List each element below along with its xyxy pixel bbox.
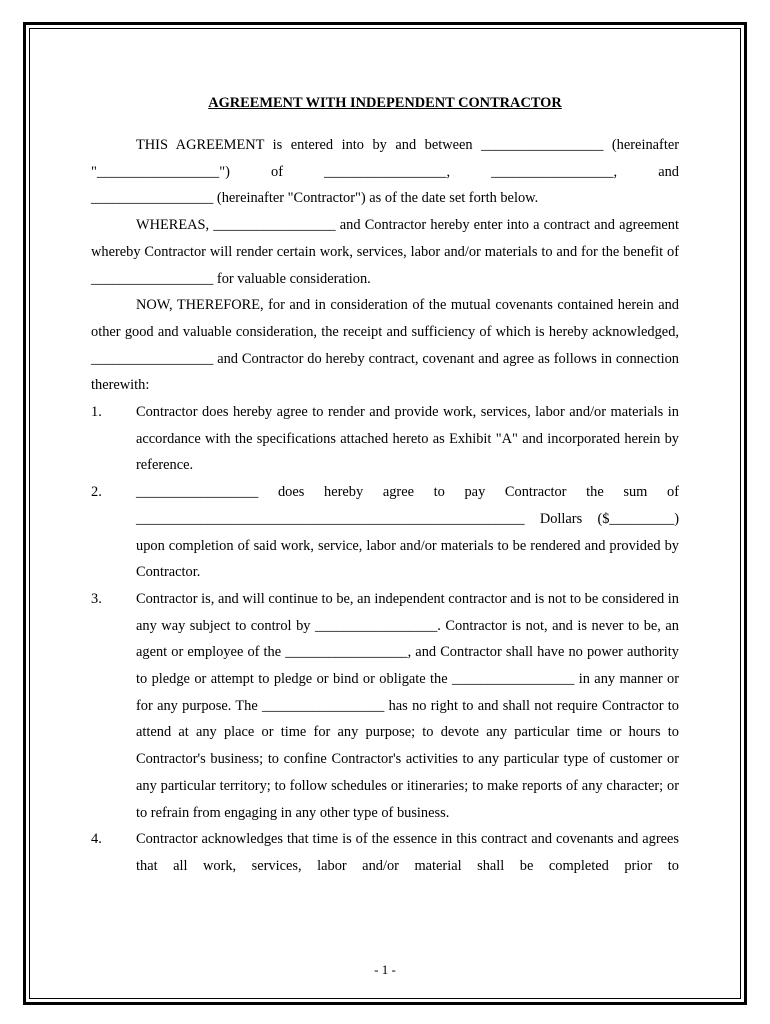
clause-number: 2. <box>91 484 102 501</box>
clause-number: 4. <box>91 831 102 848</box>
clause-2 <box>91 479 679 586</box>
clause-number: 1. <box>91 404 102 421</box>
intro-line-2-part-2: of <box>271 163 283 180</box>
now-therefore-paragraph: NOW, THEREFORE, for and in consideration of the mutual covenants contained herein and other good and valuable consideration, the receipt and sufficiency of which is hereby acknowledged, _________________ and Contractor do hereby contract, covenant and agree as follows in connection therewith: <box>91 297 679 394</box>
intro-line-1: THIS AGREEMENT is entered into by and between _________________ (hereinafter <box>136 137 679 153</box>
clause-1 <box>91 399 679 479</box>
intro-line-2 <box>91 159 679 186</box>
whereas-paragraph: WHEREAS, _________________ and Contractor hereby enter into a contract and agreement whereby Contractor will render certain work, services, labor and/or materials to and for the benefit of _________________ for valuable consideration. <box>91 217 679 287</box>
intro-line-2-part-4: _________________, <box>491 163 618 180</box>
document-title: AGREEMENT WITH INDEPENDENT CONTRACTOR <box>208 95 562 111</box>
clause-3 <box>91 586 679 826</box>
intro-line-2-part-5: and <box>658 163 679 180</box>
clause-text: _________________ does hereby agree to pay Contractor the sum of ______________________________________________________ Dollars ($_________) upon completion of said work, service, labor and/or materials to be rendered and provided by Contractor. <box>136 484 679 581</box>
page-number: - 1 - <box>374 962 396 977</box>
clause-4 <box>91 826 679 879</box>
intro-line-3: _________________ (hereinafter "Contractor") as of the date set forth below. <box>91 190 539 207</box>
clause-number: 3. <box>91 590 102 607</box>
intro-line-2-part-3: _________________, <box>324 163 451 180</box>
clause-text: Contractor is, and will continue to be, an independent contractor and is not to be considered in any way subject to control by _________________. Contractor is not, and is never to be, an agent or employee of the _________________, and Contractor shall have no power authority to pledge or attempt to pledge or bind or obligate the _________________ in any manner or for any purpose. The _________________ has no right to and shall not require Contractor to attend at any place or time for any purpose; to devote any particular time or hours to Contractor's business; to confine Contractor's activities to any particular type of customer or any particular territory; to follow schedules or itineraries; to make reports of any character; or to refrain from engaging in any other type of business. <box>136 590 679 821</box>
intro-line-2-part-1: "_________________") <box>91 163 230 180</box>
clause-text: Contractor does hereby agree to render and provide work, services, labor and/or materials in accordance with the specifications attached hereto as Exhibit "A" and incorporated herein by reference. <box>136 404 679 474</box>
clause-text: Contractor acknowledges that time is of the essence in this contract and covenants and agrees that all work, services, labor and/or material shall be completed prior to <box>136 831 679 874</box>
intro-paragraph <box>91 132 679 212</box>
document-page <box>91 90 679 880</box>
